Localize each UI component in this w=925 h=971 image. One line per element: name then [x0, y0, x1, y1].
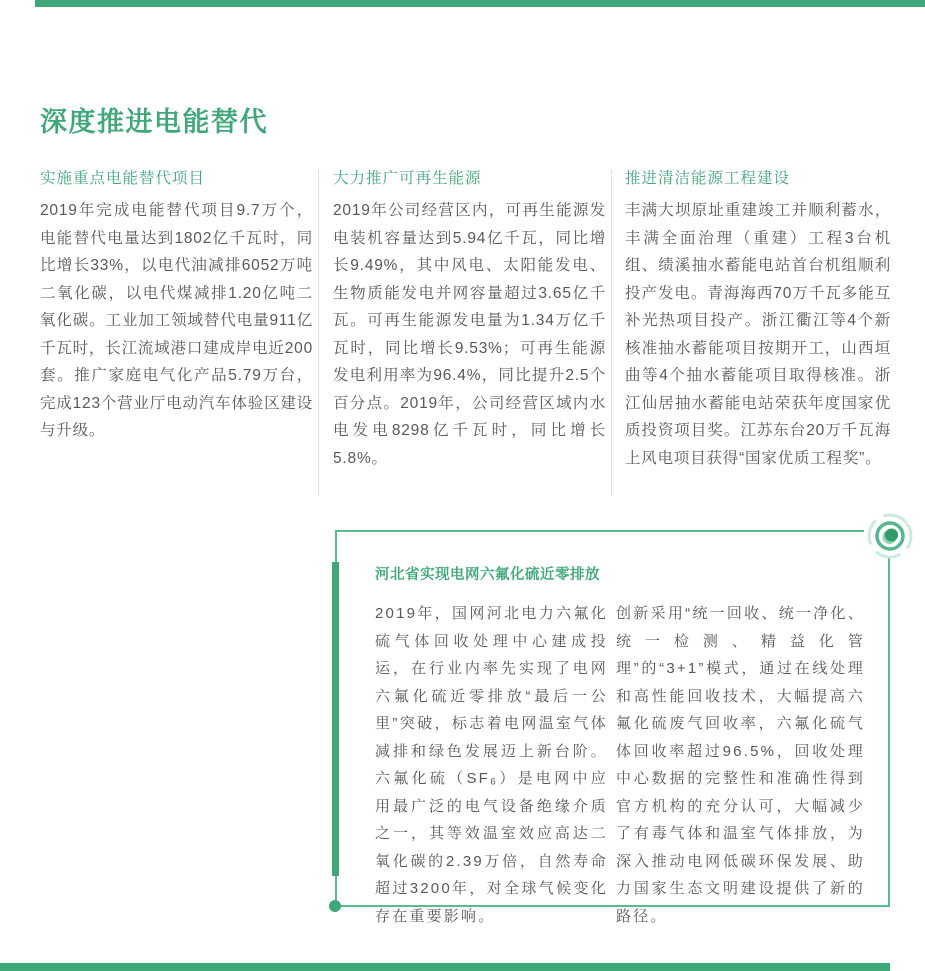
- column-renewable-energy: [333, 166, 606, 472]
- case-box-column-right: 创新采用“统一回收、统一净化、统一检测、精益化管理”的“3+1”模式，通过在线处理和高性能回收技术，大幅提高六氟化硫废气回收率，六氟化硫气体回收率超过96.5%，回收处理中心数据的完整性和准确性得到官方机构的充分认可，大幅减少了有毒气体和温室气体排放，为深入推动电网低碳环保发展、助力国家生态文明建设提供了新的路径。: [616, 605, 865, 925]
- dotted-divider: [611, 170, 612, 495]
- case-box-heading: 河北省实现电网六氟化硫近零排放: [375, 567, 600, 583]
- case-box-column-left: 2019年，国网河北电力六氟化硫气体回收处理中心建成投运，在行业内率先实现了电网六氟化硫近零排放“最后一公里”突破，标志着电网温室气体减排和绿色发展迈上新台阶。六氟化硫（SF₆）是电网中应用最广泛的电气设备绝缘介质之一，其等效温室效应高达二氧化碳的2.39万倍，自然寿命超过3200年，对全球气候变化存在重要影响。: [375, 605, 608, 925]
- column-body: 丰满大坝原址重建竣工并顺利蓄水，丰满全面治理（重建）工程3台机组、绩溪抽水蓄能电站首台机组顺利投产发电。青海海西70万千瓦多能互补光热项目投产。浙江衢江等4个新核准抽水蓄能项目按期开工，山西垣曲等4个抽水蓄能项目取得核准。浙江仙居抽水蓄能电站荣获年度国家优质投资项目奖。江苏东台20万千瓦海上风电项目获得“国家优质工程奖”。: [625, 202, 891, 467]
- column-heading: 推进清洁能源工程建设: [625, 170, 791, 187]
- column-heading: 实施重点电能替代项目: [40, 170, 206, 187]
- page-title: 深度推进电能替代: [40, 107, 268, 138]
- column-heading: 大力推广可再生能源: [333, 170, 482, 187]
- column-body: 2019年公司经营区内，可再生能源发电装机容量达到5.94亿千瓦，同比增长9.49%，其中风电、太阳能发电、生物质能发电并网容量超过3.65亿千瓦。可再生能源发电量为1.34万亿千瓦时，同比增长9.53%；可再生能源发电利用率为96.4%，同比提升2.5个百分点。2019年，公司经营区域内水电发电8298亿千瓦时，同比增长5.8%。: [333, 202, 606, 467]
- concentric-circles-icon: [864, 510, 916, 562]
- case-box-accent-bar: [332, 562, 339, 876]
- column-electric-substitution: [40, 166, 313, 445]
- column-body: 2019年完成电能替代项目9.7万个，电能替代电量达到1802亿千瓦时，同比增长33%，以电代油减排6052万吨二氧化碳，以电代煤减排1.20亿吨二氧化碳。工业加工领域替代电量911亿千瓦时，长江流域港口建成岸电近200套。推广家庭电气化产品5.79万台，完成123个营业厅电动汽车体验区建设与升级。: [40, 202, 313, 439]
- case-box-border-right: [888, 556, 890, 907]
- dotted-divider: [318, 170, 319, 495]
- column-clean-energy-projects: [625, 166, 891, 472]
- case-box-border-top: [335, 530, 864, 532]
- top-accent-bar: [35, 0, 925, 7]
- case-box-corner-dot: [329, 900, 341, 912]
- bottom-accent-bar: [0, 963, 890, 971]
